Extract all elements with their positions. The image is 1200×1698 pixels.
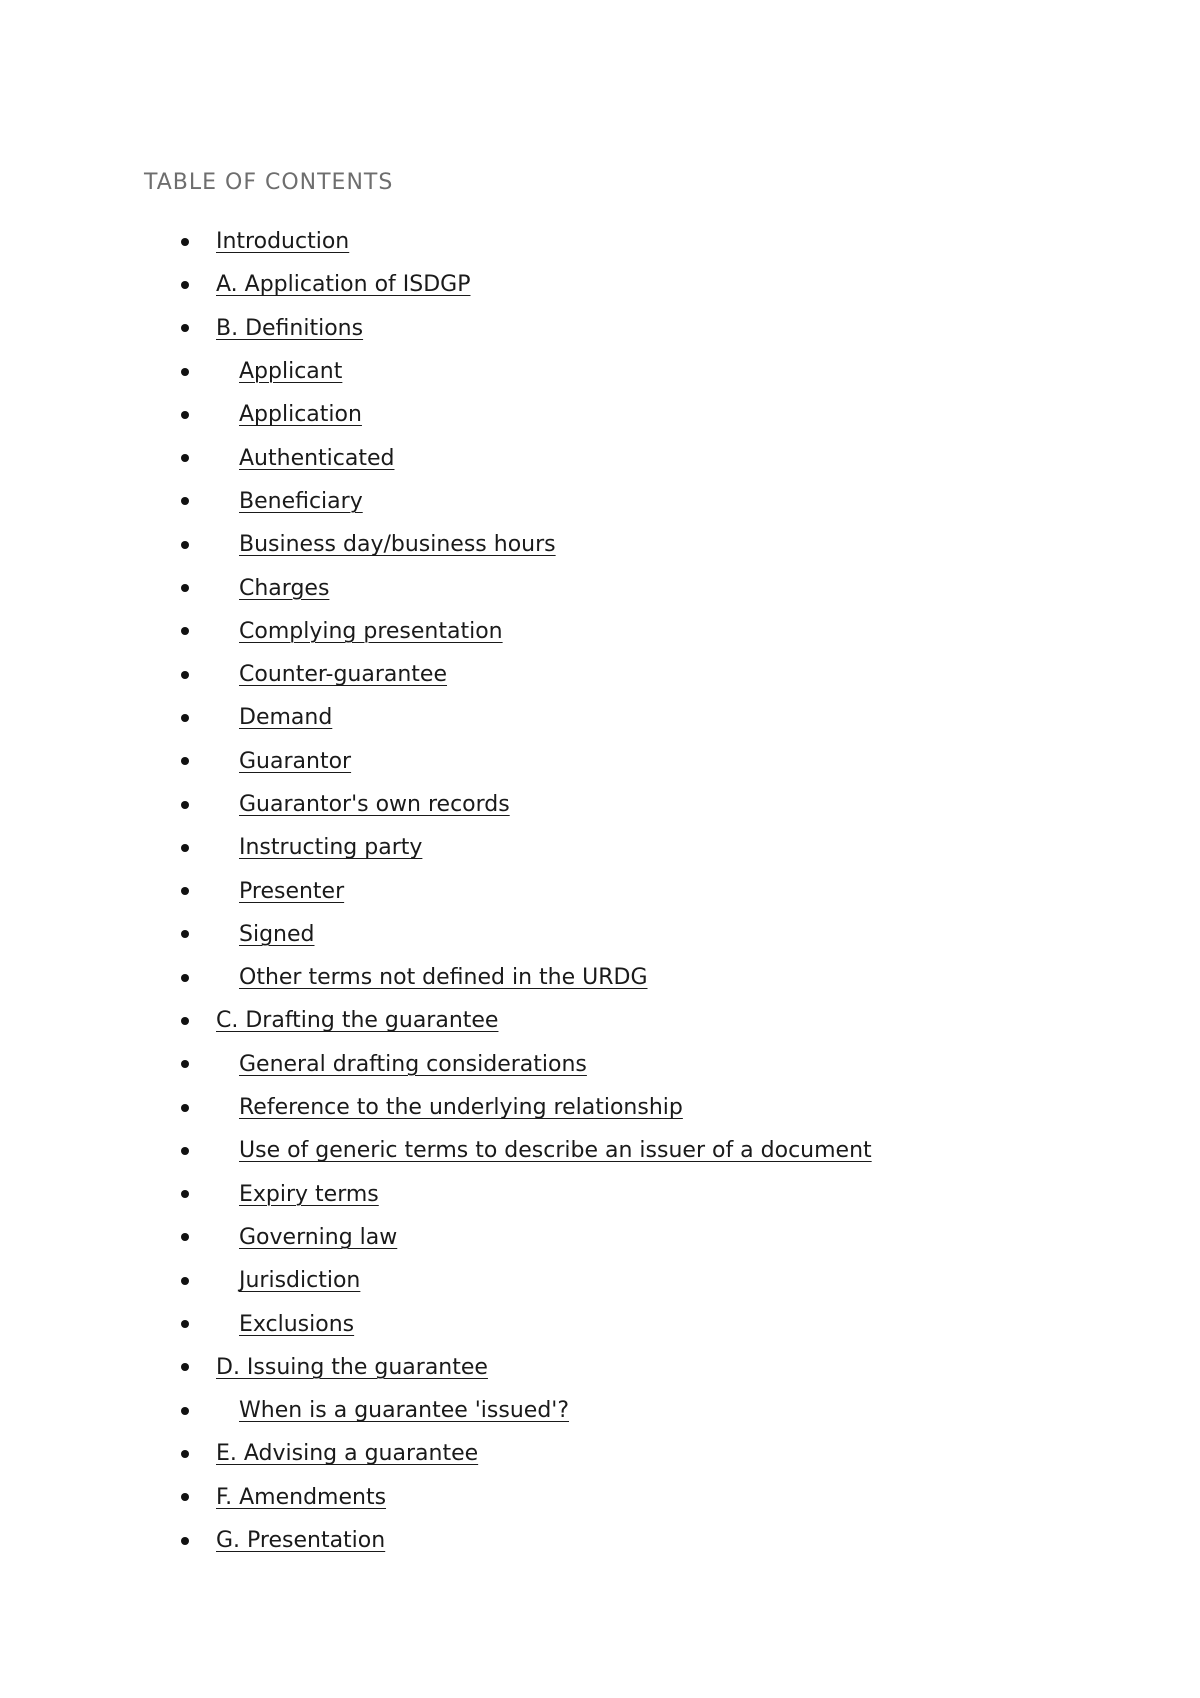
bullet-icon	[181, 844, 189, 852]
bullet-icon	[181, 801, 189, 809]
toc-link[interactable]: Introduction	[216, 229, 350, 255]
toc-link[interactable]: D. Issuing the guarantee	[216, 1354, 488, 1380]
toc-link[interactable]: Use of generic terms to describe an issuer of a document	[239, 1138, 872, 1164]
bullet-icon	[181, 757, 189, 765]
bullet-icon	[181, 281, 189, 289]
bullet-icon	[181, 368, 189, 376]
toc-link[interactable]: Application	[239, 402, 362, 428]
bullet-icon	[181, 584, 189, 592]
toc-link[interactable]: F. Amendments	[216, 1484, 387, 1510]
bullet-icon	[181, 454, 189, 462]
bullet-icon	[181, 930, 189, 938]
bullet-icon	[181, 1147, 189, 1155]
bullet-icon	[181, 1277, 189, 1285]
toc-link[interactable]: A. Application of ISDGP	[216, 272, 471, 298]
toc-link[interactable]: Reference to the underlying relationship	[239, 1095, 683, 1121]
bullet-icon	[181, 1104, 189, 1112]
toc-link[interactable]: Expiry terms	[239, 1181, 379, 1207]
bullet-icon	[181, 974, 189, 982]
bullet-icon	[181, 1407, 189, 1415]
bullet-icon	[181, 671, 189, 679]
toc-link[interactable]: Demand	[239, 705, 333, 731]
bullet-icon	[181, 1450, 189, 1458]
toc-link[interactable]: When is a guarantee 'issued'?	[239, 1398, 570, 1424]
toc-link[interactable]: Exclusions	[239, 1311, 355, 1337]
toc-link[interactable]: Beneficiary	[239, 488, 363, 514]
bullet-icon	[181, 714, 189, 722]
toc-link[interactable]: E. Advising a guarantee	[216, 1441, 479, 1467]
toc-link[interactable]: G. Presentation	[216, 1528, 386, 1554]
bullet-icon	[181, 1320, 189, 1328]
toc-link[interactable]: Counter-guarantee	[239, 662, 448, 688]
bullet-icon	[181, 1060, 189, 1068]
toc-title: TABLE OF CONTENTS	[144, 170, 394, 195]
toc-link[interactable]: Guarantor's own records	[239, 792, 510, 817]
toc-link[interactable]: C. Drafting the guarantee	[216, 1008, 499, 1034]
toc-link[interactable]: Presenter	[239, 878, 345, 904]
bullet-icon	[181, 627, 189, 635]
bullet-icon	[181, 238, 189, 246]
toc-link[interactable]: Instructing party	[239, 835, 423, 861]
bullet-icon	[181, 1233, 189, 1241]
toc-link[interactable]: Business day/business hours	[239, 532, 556, 558]
bullet-icon	[181, 411, 189, 419]
toc-link[interactable]: Other terms not defined in the URDG	[239, 965, 648, 991]
toc-link[interactable]: Governing law	[239, 1224, 398, 1250]
bullet-icon	[181, 1363, 189, 1371]
toc-link[interactable]: Charges	[239, 575, 330, 601]
toc-link[interactable]: Complying presentation	[239, 618, 503, 644]
bullet-icon	[181, 1493, 189, 1501]
bullet-icon	[181, 1017, 189, 1025]
toc-link[interactable]: Authenticated	[239, 445, 395, 471]
bullet-icon	[181, 887, 189, 895]
toc-link[interactable]: B. Definitions	[216, 315, 364, 341]
toc-link[interactable]: Guarantor	[239, 748, 352, 774]
bullet-icon	[181, 497, 189, 505]
bullet-icon	[181, 541, 189, 549]
toc-link[interactable]: General drafting considerations	[239, 1051, 587, 1077]
toc-link[interactable]: Signed	[239, 921, 315, 947]
toc-link[interactable]: Applicant	[239, 359, 343, 385]
toc-link[interactable]: Jurisdiction	[239, 1268, 361, 1294]
bullet-icon	[181, 1190, 189, 1198]
bullet-icon	[181, 324, 189, 332]
bullet-icon	[181, 1537, 189, 1545]
